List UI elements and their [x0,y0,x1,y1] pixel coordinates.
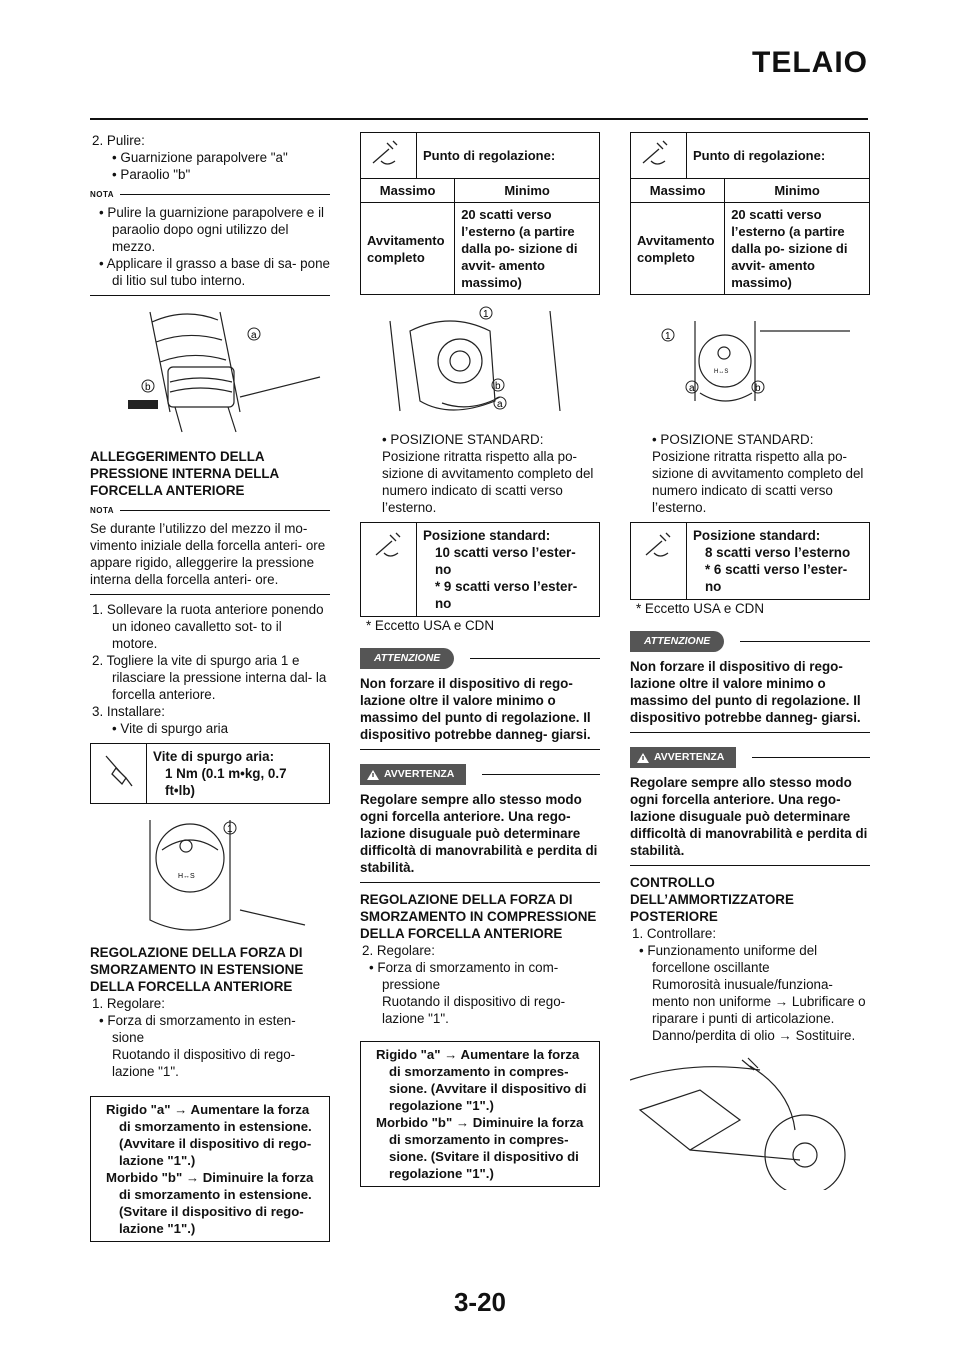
list-item: • Funzionamento uniforme del forcellone oscillante [639,943,818,975]
warning-header [630,747,870,768]
fig-label-1: 1 [227,824,233,835]
box-value: * 9 scatti verso l’ester- no [435,579,578,611]
list-item: • Applicare il grasso a base di sa- pone di litio sul tubo interno. [99,256,330,288]
max-value: Avvitamento completo [631,203,725,295]
fig-label-b: b [495,381,501,392]
screwdriver-icon [367,137,405,171]
page-number: 3-20 [453,1287,507,1317]
screwdriver-icon [361,523,417,616]
step-text: 2. Regolare: [362,943,435,958]
step-text: 1. Controllare: [632,926,717,941]
compression-adjuster-figure [360,301,600,425]
attention-text: Non forzare il dispositivo di rego- lazione oltre il valore minimo o massimo del punto di regolazione. Il dispositivo potrebbe danneg- giarsi. [360,676,591,742]
section-heading: CONTROLLO DELL’AMMORTIZZATORE POSTERIORE [630,875,794,924]
footnote: * Eccetto USA e CDN [636,601,765,616]
warning-triangle-icon [636,752,650,764]
list-item: • Forza di smorzamento in com- pressione [369,960,559,992]
column-1 [90,132,330,1250]
list-item: Danno/perdita di olio → Sostituire. [652,1028,856,1043]
standard-position-box [360,522,600,617]
box-value: * 6 scatti verso l’ester- no [705,562,848,594]
list-item: • POSIZIONE STANDARD: [382,432,544,447]
bleed-screw-figure [90,810,330,938]
step-text: 1. Regolare: [92,996,165,1011]
list-item: • Paraolio "b" [112,167,191,182]
list-item: • Pulire la guarnizione parapolvere e il paraolio dopo ogni utilizzo del mezzo. [99,205,325,254]
adjust-icon-cell [631,133,687,179]
list-item: • POSIZIONE STANDARD: [652,432,814,447]
step-text: 2. Pulire: [92,133,145,148]
std-text: Posizione ritratta rispetto alla po- sizione di avvitamento completo del numero indicato di scatti verso l’esterno. [652,449,864,515]
max-value: Avvitamento completo [361,203,455,295]
page-title: TELAIO [752,46,868,79]
warning-label: AVVERTENZA [384,768,455,780]
box-line: Rigido "a" → Aumentare la forza di smorzamento in compres- sione. (Avvitare il dispositivo di regolazione "1".) [376,1047,587,1113]
box-line: Morbido "b" → Diminuire la forza di smorzamento in compres- sione. (Svitare il dispositivo di regolazione "1".) [376,1115,584,1181]
list-item: • Forza di smorzamento in esten- sione [99,1013,296,1045]
nota-label: NOTA [90,502,330,519]
fig-label-a: a [251,330,257,341]
warning-text: Regolare sempre allo stesso modo ogni forcella anteriore. Una rego- lazione disuguale può determinare difficoltà di manovrabilità e perdita di stabilità. [630,775,868,858]
fig-label-a: a [497,399,503,410]
adjust-icon-cell [361,133,417,179]
screwdriver-icon [631,523,687,599]
attention-badge: ATTENZIONE [630,631,724,652]
fig-label-1: 1 [483,309,489,320]
adjustment-table [630,132,870,295]
divider [90,295,330,296]
col-header-min: Minimo [725,179,870,203]
divider [90,594,330,595]
fig-label-b: b [755,383,761,394]
nota-label: NOTA [90,186,330,203]
header-rule [90,118,868,120]
screwdriver-icon [637,137,675,171]
box-heading: Posizione standard: [423,528,551,543]
torque-spec-box [90,743,330,804]
divider [360,882,600,883]
footnote: * Eccetto USA e CDN [366,618,495,633]
step-text: 2. Togliere la vite di spurgo aria 1 e rilasciare la pressione interna dal- la forcella anteriore. [92,653,327,702]
fork-seal-figure [90,302,330,442]
adjust-header: Punto di regolazione: [417,133,600,179]
col-header-max: Massimo [631,179,725,203]
warning-badge [360,764,466,785]
adjust-header: Punto di regolazione: [687,133,870,179]
divider [630,865,870,866]
column-3 [630,132,870,1196]
col-header-min: Minimo [455,179,600,203]
hard-soft-box [360,1041,600,1187]
list-item: Ruotando il dispositivo di rego- lazione "1". [112,1047,296,1079]
box-value: 1 Nm (0.1 m•kg, 0.7 [165,766,287,781]
column-2 [360,132,600,1195]
step-text: 1. Sollevare la ruota anteriore ponendo un idoneo cavalletto sot- to il motore. [92,602,324,651]
std-text: Posizione ritratta rispetto alla po- sizione di avvitamento completo del numero indicato di scatti verso l’esterno. [382,449,594,515]
warning-triangle-icon [366,769,380,781]
nota-text: Se durante l’utilizzo del mezzo il mo- vimento iniziale della forcella anteri- ore appare rigido, alleggerire la pressione interna della forcella anteri- ore. [90,521,326,587]
rebound-adjuster-figure [630,301,870,425]
col-header-max: Massimo [361,179,455,203]
divider [630,732,870,733]
box-value: 8 scatti verso l’esterno [705,545,851,560]
list-item: • Guarnizione parapolvere "a" [112,150,288,165]
box-line: Morbido "b" → Diminuire la forza di smorzamento in estensione. (Svitare il dispositivo di rego- lazione "1".) [106,1170,314,1236]
divider [360,749,600,750]
warning-text: Regolare sempre allo stesso modo ogni forcella anteriore. Una rego- lazione disuguale può determinare difficoltà di manovrabilità e perdita di stabilità. [360,792,598,875]
warning-label: AVVERTENZA [654,751,725,763]
warning-header [360,764,600,785]
svg-text:H↔S: H↔S [178,873,195,880]
svg-text:H↔S: H↔S [714,369,729,375]
box-heading: Vite di spurgo aria: [153,749,275,764]
fig-label-1: 1 [665,331,671,342]
section-heading: REGOLAZIONE DELLA FORZA DI SMORZAMENTO IN COMPRESSIONE DELLA FORCELLA ANTERIORE [360,892,597,941]
hard-soft-box [90,1096,330,1242]
adjustment-table [360,132,600,295]
standard-position-box [630,522,870,600]
min-value: 20 scatti verso l’esterno (a partire dalla po- sizione di avvit- amento massimo) [455,203,600,295]
attention-badge: ATTENZIONE [360,648,454,669]
list-item: • Vite di spurgo aria [112,721,229,736]
torque-wrench-icon [91,744,147,803]
attention-header [630,631,870,652]
section-heading: ALLEGGERIMENTO DELLA PRESSIONE INTERNA DELLA FORCELLA ANTERIORE [90,449,279,498]
attention-header [360,648,600,669]
attention-text: Non forzare il dispositivo di rego- lazione oltre il valore minimo o massimo del punto di regolazione. Il dispositivo potrebbe danneg- giarsi. [630,659,861,725]
list-item: Rumorosità inusuale/funziona- mento non uniforme → Lubrificare o riparare i punti di articolazione. [652,977,866,1026]
box-line: Rigido "a" → Aumentare la forza di smorzamento in estensione. (Avvitare il dispositivo di rego- lazione "1".) [106,1102,312,1168]
rear-suspension-figure [630,1050,870,1190]
section-heading: REGOLAZIONE DELLA FORZA DI SMORZAMENTO IN ESTENSIONE DELLA FORCELLA ANTERIORE [90,945,304,994]
warning-badge [630,747,736,768]
min-value: 20 scatti verso l’esterno (a partire dalla po- sizione di avvit- amento massimo) [725,203,870,295]
box-value: 10 scatti verso l’ester- no [435,545,576,577]
fig-label-a: a [689,383,695,394]
box-value: ft•lb) [165,783,195,798]
box-heading: Posizione standard: [693,528,821,543]
step-text: 3. Installare: [92,704,165,719]
fig-label-b: b [145,382,151,393]
list-item: Ruotando il dispositivo di rego- lazione "1". [382,994,566,1026]
